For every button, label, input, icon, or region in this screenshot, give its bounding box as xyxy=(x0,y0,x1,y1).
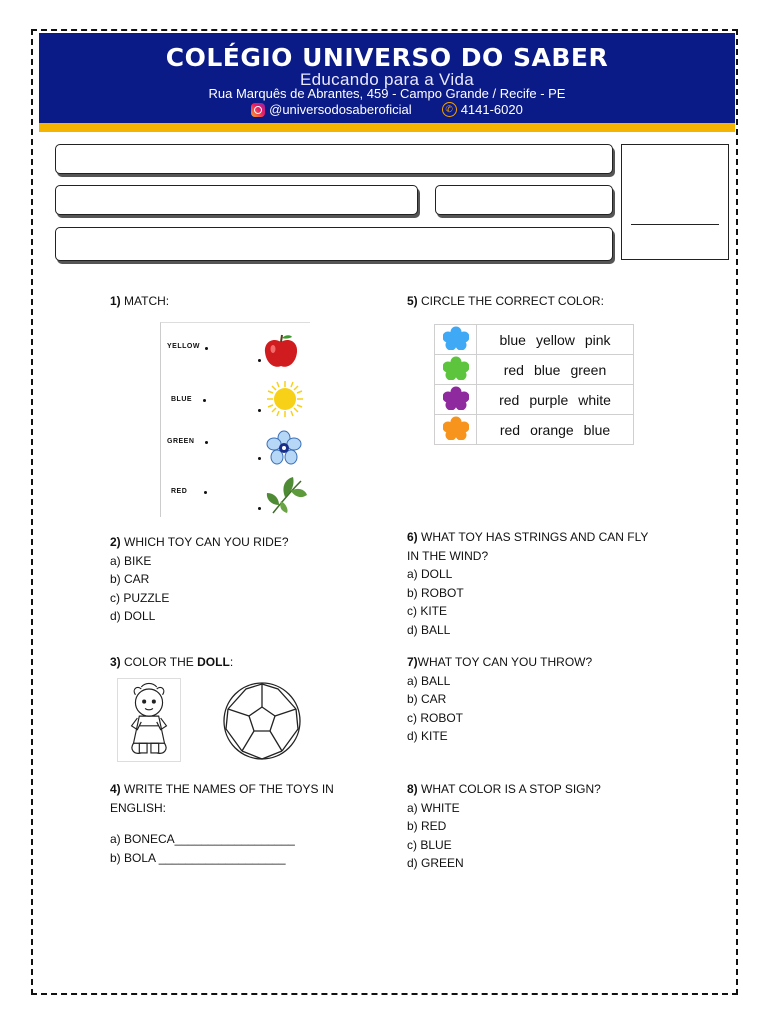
color-choice-table xyxy=(434,324,634,445)
leaves-icon xyxy=(263,475,307,515)
option[interactable]: c) BLUE xyxy=(407,837,452,852)
match-word-yellow: YELLOW xyxy=(167,343,200,350)
question-number: 7) xyxy=(407,655,418,669)
color-options xyxy=(477,325,634,355)
question-text-2: ENGLISH: xyxy=(110,800,167,815)
option[interactable]: d) KITE xyxy=(407,729,448,743)
question-number: 3) xyxy=(110,655,121,669)
answer-line[interactable]: a) BONECA__________________ xyxy=(110,832,295,846)
option[interactable]: a) DOLL xyxy=(407,567,453,581)
flower-cell xyxy=(435,415,477,445)
color-word[interactable]: orange xyxy=(530,421,574,438)
option[interactable]: d) GREEN xyxy=(407,856,464,870)
school-contacts xyxy=(39,102,735,117)
grade-box[interactable] xyxy=(621,144,729,260)
question-5 xyxy=(407,292,604,311)
option[interactable]: a) BIKE xyxy=(110,553,152,568)
phone-contact xyxy=(442,102,523,117)
color-word[interactable]: pink xyxy=(584,331,611,348)
option[interactable]: c) KITE xyxy=(407,604,448,618)
flower-cell xyxy=(435,325,477,355)
class-field[interactable] xyxy=(55,227,613,261)
grade-line xyxy=(631,224,719,225)
teacher-field[interactable] xyxy=(55,185,418,215)
color-word[interactable]: blue xyxy=(533,361,561,378)
color-row xyxy=(435,355,634,385)
option[interactable]: a) WHITE xyxy=(407,800,460,815)
ball-coloring-icon[interactable] xyxy=(222,681,302,761)
question-number: 6) xyxy=(407,530,418,544)
color-word[interactable]: blue xyxy=(499,331,526,348)
flower-cell xyxy=(435,385,477,415)
option[interactable]: c) PUZZLE xyxy=(110,590,170,605)
option[interactable]: d) BALL xyxy=(407,622,451,637)
question-number: 1) xyxy=(110,294,121,308)
match-dot[interactable] xyxy=(258,507,261,510)
school-name: COLÉGIO UNIVERSO DO SABER xyxy=(165,43,609,72)
question-2 xyxy=(110,533,289,626)
option[interactable]: b) CAR xyxy=(110,572,150,586)
apple-icon xyxy=(261,333,301,371)
sun-icon xyxy=(265,379,305,419)
name-field[interactable] xyxy=(55,144,613,174)
instagram-icon xyxy=(251,103,265,117)
question-4 xyxy=(110,780,334,867)
match-exercise xyxy=(160,322,310,517)
match-dot[interactable] xyxy=(205,347,208,350)
question-text: COLOR THE xyxy=(124,655,198,669)
match-dot[interactable] xyxy=(205,441,208,444)
option[interactable]: a) BALL xyxy=(407,673,451,688)
match-word-blue: BLUE xyxy=(171,396,193,403)
question-text: WRITE THE NAMES OF THE TOYS IN xyxy=(124,782,334,796)
color-options xyxy=(477,385,634,415)
question-text: WHAT COLOR IS A STOP SIGN? xyxy=(421,782,601,796)
match-dot[interactable] xyxy=(204,491,207,494)
phone-icon: ✆ xyxy=(442,102,457,117)
question-8 xyxy=(407,780,601,873)
instagram-contact xyxy=(251,102,412,117)
question-number: 2) xyxy=(110,535,121,549)
purple-flower-icon xyxy=(443,386,469,410)
color-options xyxy=(477,355,634,385)
match-dot[interactable] xyxy=(203,399,206,402)
question-number: 5) xyxy=(407,294,418,308)
question-text: WHICH TOY CAN YOU RIDE? xyxy=(124,535,289,549)
color-word[interactable]: yellow xyxy=(535,331,575,348)
school-address: Rua Marquês de Abrantes, 459 - Campo Grande / Recife - PE xyxy=(208,86,566,101)
green-flower-icon xyxy=(443,356,469,380)
orange-flower-icon xyxy=(443,416,469,440)
date-field[interactable] xyxy=(435,185,613,215)
question-text: CIRCLE THE CORRECT COLOR: xyxy=(421,294,604,308)
question-3 xyxy=(110,653,233,672)
match-word-red: RED xyxy=(171,488,188,495)
question-number: 8) xyxy=(407,782,418,796)
doll-coloring-icon[interactable] xyxy=(117,678,181,762)
match-word-green: GREEN xyxy=(167,438,195,445)
option[interactable]: c) ROBOT xyxy=(407,710,463,725)
color-row xyxy=(435,325,634,355)
color-options xyxy=(477,415,634,445)
school-motto: Educando para a Vida xyxy=(300,70,474,89)
color-word[interactable]: blue xyxy=(583,421,611,438)
phone-number: 4141-6020 xyxy=(460,102,523,117)
question-emphasis: DOLL xyxy=(197,655,230,669)
header-stripe xyxy=(39,123,735,132)
question-1 xyxy=(110,292,169,311)
color-word[interactable]: red xyxy=(503,361,524,378)
option[interactable]: b) ROBOT xyxy=(407,585,464,600)
school-header xyxy=(39,33,735,123)
question-text: WHAT TOY HAS STRINGS AND CAN FLY xyxy=(421,530,649,544)
option[interactable]: b) CAR xyxy=(407,692,447,706)
color-word[interactable]: purple xyxy=(529,391,569,408)
color-row xyxy=(435,385,634,415)
blue-flower-icon xyxy=(443,326,469,350)
color-word[interactable]: white xyxy=(578,391,611,408)
color-word[interactable]: red xyxy=(499,421,521,438)
option[interactable]: d) DOLL xyxy=(110,609,156,623)
color-word[interactable]: green xyxy=(570,361,607,378)
option[interactable]: b) RED xyxy=(407,819,447,833)
question-text: WHAT TOY CAN YOU THROW? xyxy=(417,655,593,669)
match-dot[interactable] xyxy=(258,409,261,412)
match-dot[interactable] xyxy=(258,457,261,460)
question-number: 4) xyxy=(110,782,121,796)
question-text-end: : xyxy=(229,655,234,669)
question-6 xyxy=(407,528,648,639)
answer-line[interactable]: b) BOLA ___________________ xyxy=(110,850,286,865)
color-row xyxy=(435,415,634,445)
question-text-2: IN THE WIND? xyxy=(407,548,489,563)
question-text: MATCH: xyxy=(124,294,170,308)
instagram-handle: @universodosaberoficial xyxy=(269,102,412,117)
color-word[interactable]: red xyxy=(499,391,520,408)
flower-cell xyxy=(435,355,477,385)
question-7 xyxy=(407,653,592,746)
flower-icon xyxy=(264,429,304,469)
